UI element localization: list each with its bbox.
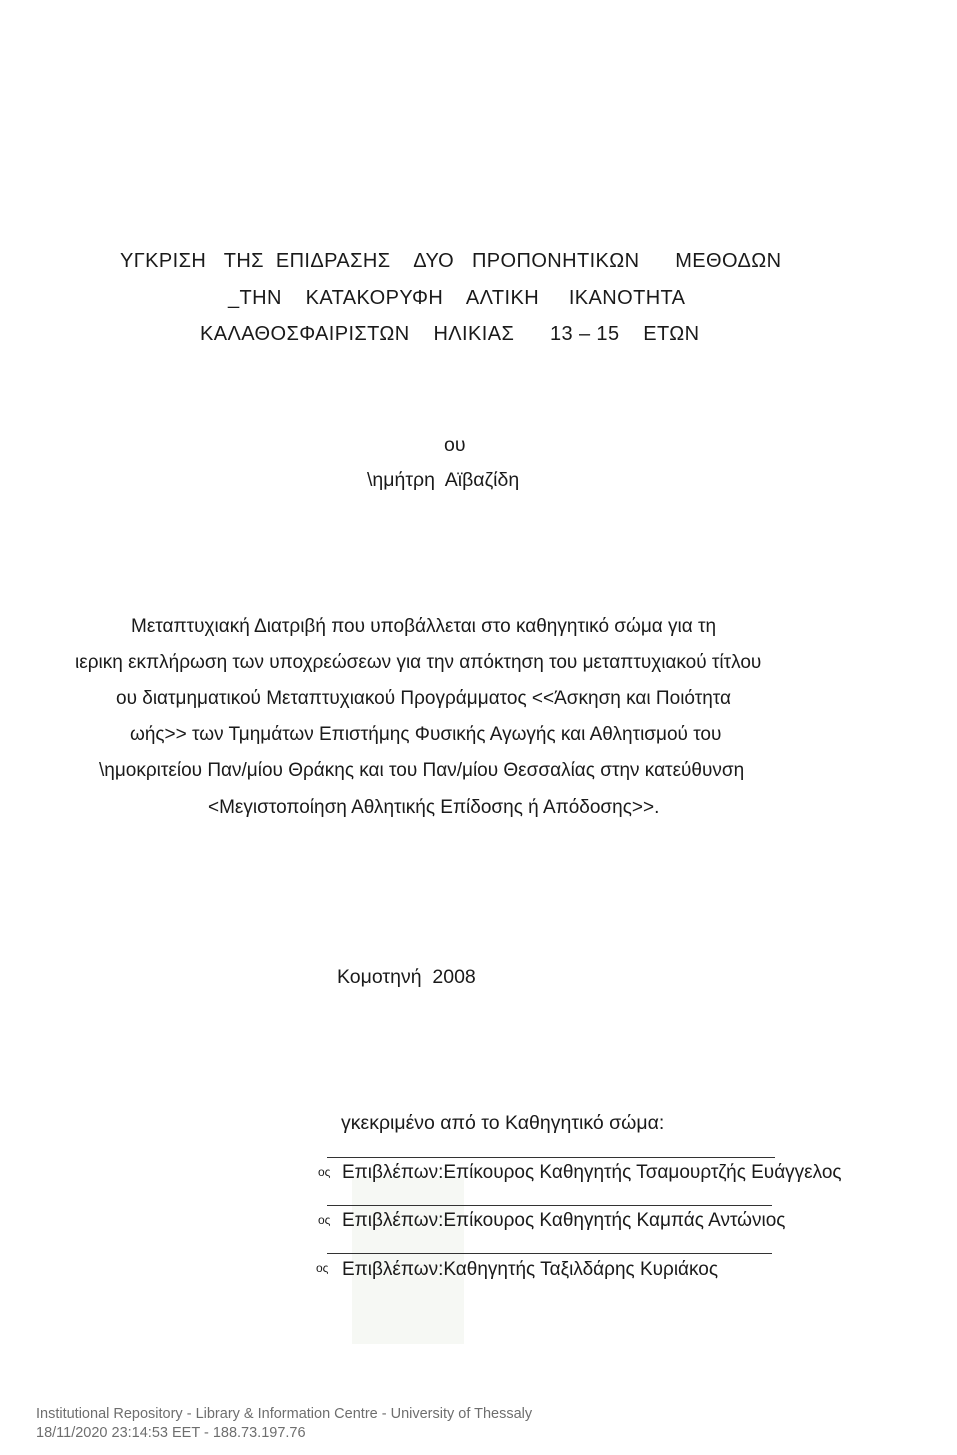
committee-member-1: Επιβλέπων:Επίκουρος Καθηγητής Τσαμουρτζής Ευάγγελος <box>342 1162 842 1183</box>
approved-heading: γκεκριμένο από το Καθηγητικό σώμα: <box>341 1112 665 1134</box>
signature-line-1 <box>327 1157 775 1158</box>
description-line-1: Μεταπτυχιακή Διατριβή που υποβάλλεται στο καθηγητικό σώμα για τη <box>131 616 717 637</box>
committee-prefix-2: ος <box>318 1213 331 1227</box>
description-line-2: ιερικη εκπλήρωση των υποχρεώσεων για την απόκτηση του μεταπτυχιακού τίτλου <box>75 652 762 673</box>
title-line-3: ΚΑΛΑΘΟΣΦΑΙΡΙΣΤΩΝ ΗΛΙΚΙΑΣ 13 – 15 ΕΤΩΝ <box>200 323 700 345</box>
description-line-5: \ημοκριτείου Παν/μίου Θράκης και του Παν/μίου Θεσσαλίας στην κατεύθυνση <box>99 760 745 781</box>
signature-line-3 <box>327 1253 772 1254</box>
committee-prefix-1: ος <box>318 1165 331 1179</box>
repository-footer-line-2: 18/11/2020 23:14:53 EET - 188.73.197.76 <box>36 1425 306 1441</box>
repository-footer-line-1: Institutional Repository - Library & Information Centre - University of Thessaly <box>36 1406 533 1422</box>
description-line-6: <Μεγιστοποίηση Αθλητικής Επίδοσης ή Απόδοσης>>. <box>208 797 660 818</box>
committee-prefix-3: ος <box>316 1261 329 1275</box>
committee-member-3: Επιβλέπων:Καθηγητής Ταξιλδάρης Κυριάκος <box>342 1259 719 1280</box>
place-date: Κομοτηνή 2008 <box>337 966 476 988</box>
description-line-4: ωής>> των Τμημάτων Επιστήμης Φυσικής Αγωγής και Αθλητισμού του <box>130 724 722 745</box>
committee-member-2: Επιβλέπων:Επίκουρος Καθηγητής Καμπάς Αντώνιος <box>342 1210 786 1231</box>
author-name: \ημήτρη Αϊβαζίδη <box>367 469 520 491</box>
title-line-1: ΥΓΚΡΙΣΗ ΤΗΣ ΕΠΙΔΡΑΣΗΣ ΔΥΟ ΠΡΟΠΟΝΗΤΙΚΩΝ ΜΕΘΟΔΩΝ <box>120 250 782 272</box>
author-prefix: ου <box>444 434 466 456</box>
description-line-3: ου διατμηματικού Μεταπτυχιακού Προγράμματος <<Άσκηση και Ποιότητα <box>116 688 732 709</box>
signature-line-2 <box>327 1205 772 1206</box>
title-line-2: _ΤΗΝ ΚΑΤΑΚΟΡΥΦΗ ΑΛΤΙΚΗ ΙΚΑΝΟΤΗΤΑ <box>228 287 686 309</box>
